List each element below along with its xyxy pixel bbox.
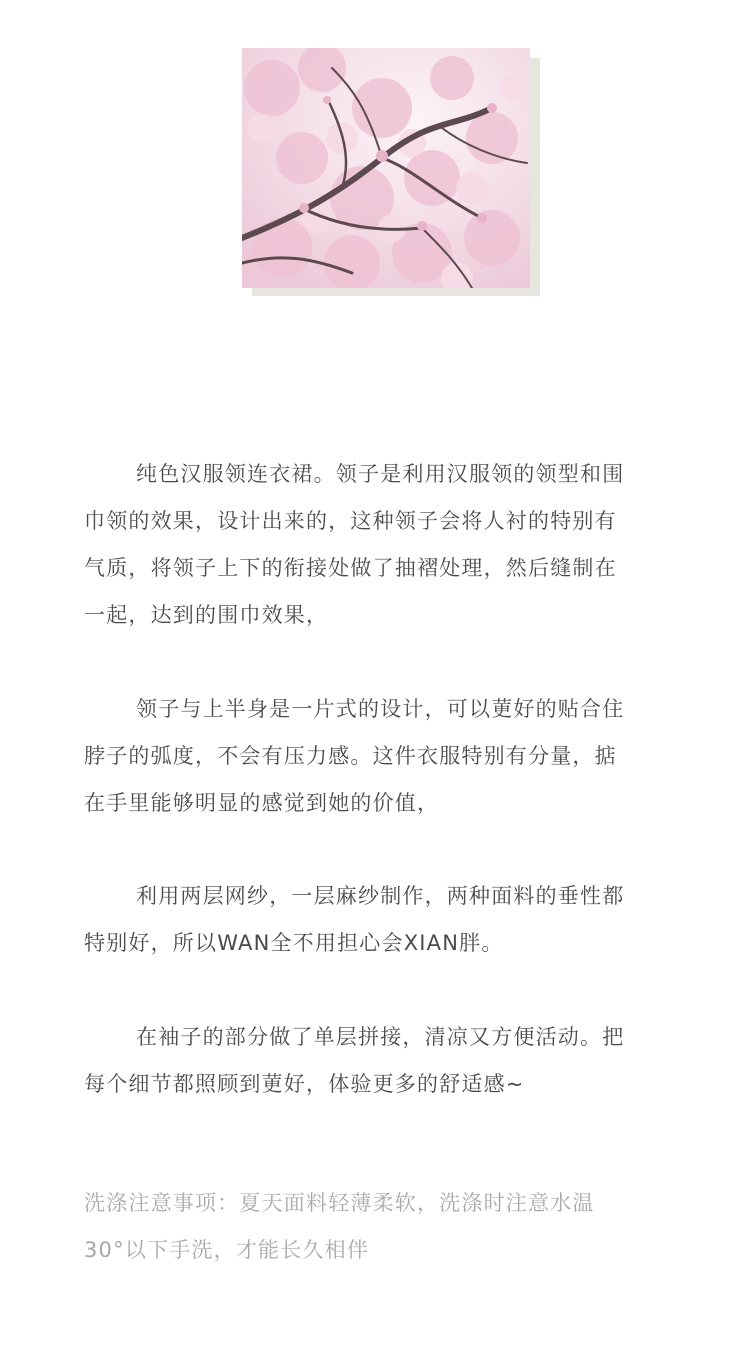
care-note-line: 30°以下手洗，才能长久相伴 bbox=[84, 1238, 370, 1262]
paragraph-line: 在袖子的部分做了单层拼接，清凉又方便活动。把 bbox=[136, 1025, 625, 1049]
paragraph-line: 领子与上半身是一片式的设计，可以莄好的贴合住 bbox=[136, 697, 625, 721]
paragraph-one-piece-design bbox=[84, 686, 674, 827]
care-note-line: 洗涤注意事项：夏天面料轻薄柔软，洗涤时注意水温 bbox=[84, 1191, 595, 1215]
paragraph-collar-design bbox=[84, 451, 674, 639]
paragraph-line: 脖子的弧度，不会有压力感。这件衣服特别有分量，掂 bbox=[84, 744, 617, 768]
paragraph-line: 巾领的效果，设计出来的，这种领子会将人衬的特别有 bbox=[84, 509, 617, 533]
paragraph-sleeves bbox=[84, 1014, 674, 1108]
paragraph-fabric bbox=[84, 873, 674, 967]
paragraph-line: 利用两层网纱，一层麻纱制作，两种面料的垂性都 bbox=[136, 884, 625, 908]
paragraph-line: 特别好，所以WAN全不用担心会XIAN胖。 bbox=[84, 931, 504, 955]
care-instructions-note bbox=[84, 1180, 674, 1274]
paragraph-line: 一起，达到的围巾效果， bbox=[84, 603, 329, 627]
paragraph-line: 气质，将领子上下的衔接处做了抽褶处理，然后缝制在 bbox=[84, 556, 617, 580]
paragraph-line: 每个细节都照顾到莄好，体验更多的舒适感~ bbox=[84, 1072, 525, 1096]
paragraph-line: 在手里能够明显的感觉到她的价值， bbox=[84, 791, 440, 815]
paragraph-line: 纯色汉服领连衣裙。领子是利用汉服领的领型和围 bbox=[136, 462, 625, 486]
cherry-blossom-photo bbox=[242, 48, 530, 288]
photo-frame bbox=[242, 48, 540, 296]
